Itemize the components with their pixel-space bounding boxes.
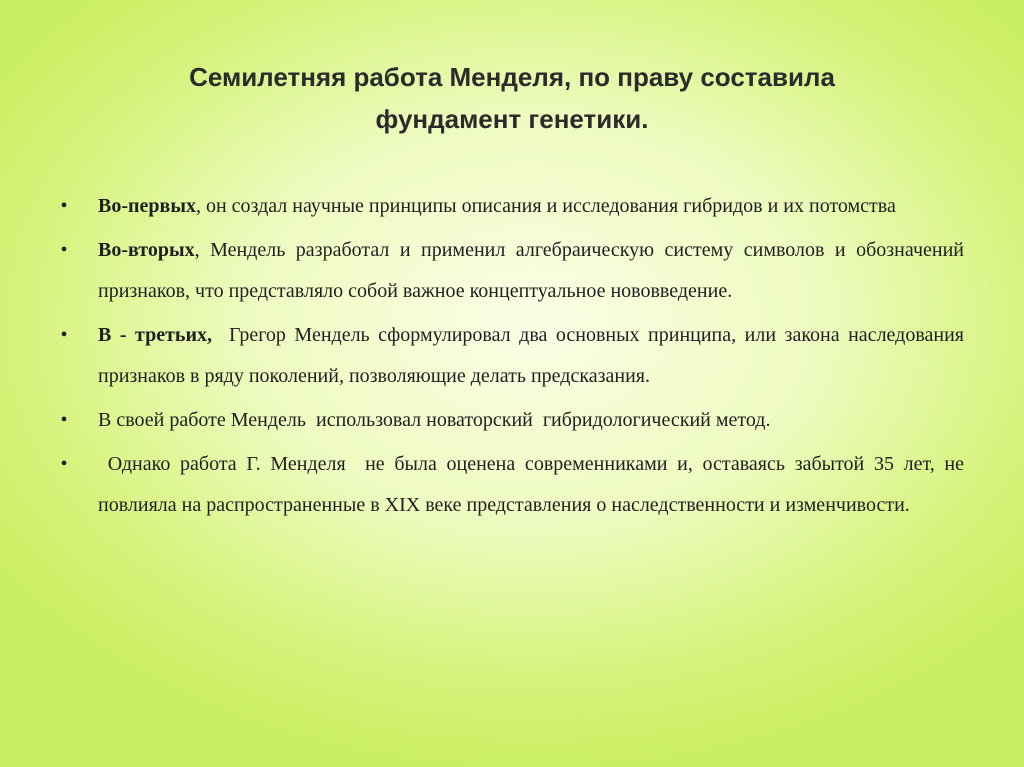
bullet-dot-icon: • [60, 324, 68, 346]
bullet-lead: Во-первых [98, 195, 196, 217]
bullet-dot-icon: • [60, 453, 68, 475]
bullet-text [98, 444, 970, 526]
bullet-body: , он создал научные принципы описания и исследования гибридов и их потомства [195, 195, 896, 217]
bullet-lead: Во-вторых [98, 239, 195, 261]
bullet-item-4 [58, 400, 964, 441]
slide-title [110, 56, 914, 140]
bullet-item-3 [58, 315, 969, 397]
bullet-body: В своей работе Мендель использовал новаторский гибридологический метод. [98, 409, 771, 431]
bullet-text [98, 315, 969, 397]
slide-title-line-2: фундамент генетики. [375, 104, 649, 134]
bullet-item-2 [58, 230, 969, 312]
bullet-item-1 [58, 186, 964, 227]
bullet-text [98, 230, 969, 312]
bullet-lead: В - третьих, [98, 324, 213, 346]
bullet-item-5 [58, 444, 970, 526]
bullet-dot-icon: • [60, 409, 68, 431]
bullet-body: Грегор Мендель сформулировал два основных принципа, или закона наследования признаков в ряду поколений, позволяющие делать предсказания. [98, 324, 969, 387]
slide-title-line-1: Семилетняя работа Менделя, по праву составила [189, 62, 835, 92]
bullet-text [98, 400, 964, 441]
bullet-dot-icon: • [60, 195, 68, 217]
bullet-text [98, 186, 964, 227]
bullet-body: Однако работа Г. Менделя не была оценена современниками и, оставаясь забытой 35 лет, не повлияла на распространенные в XIX веке представления о наследственности и изменчивости. [98, 453, 970, 516]
bullet-list [58, 186, 970, 529]
bullet-dot-icon: • [60, 239, 68, 261]
bullet-body: , Мендель разработал и применил алгебраическую систему символов и обозначений признаков, что представляло собой важное концептуальное нововведение. [98, 239, 969, 302]
